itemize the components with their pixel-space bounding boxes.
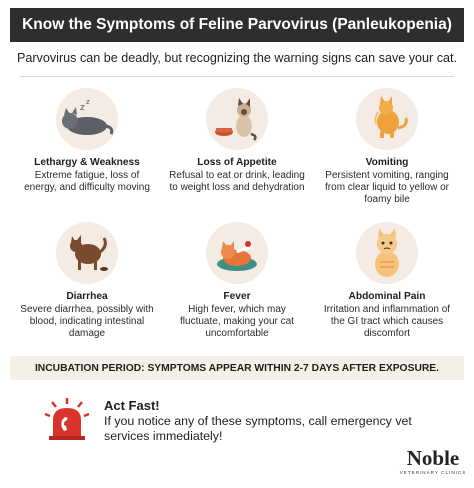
svg-text:z: z	[80, 103, 85, 113]
symptom-card-abdominal	[312, 222, 462, 340]
cat-food-bowl-icon	[206, 88, 268, 150]
symptom-description: Persistent vomiting, ranging from clear liquid to yellow or foamy bile	[325, 170, 449, 205]
symptom-description: High fever, which may fluctuate, making your cat uncomfortable	[180, 304, 294, 339]
symptom-description: Irritation and inflammation of the GI tract which causes discomfort	[323, 304, 451, 339]
symptom-card-vomiting	[312, 88, 462, 206]
symptom-title: Vomiting	[365, 157, 409, 168]
siren-phone-icon	[44, 396, 90, 445]
page-title: Know the Symptoms of Feline Parvovirus (Panleukopenia)	[22, 16, 452, 33]
noble-logo	[398, 447, 468, 475]
alert-title: Act Fast!	[104, 398, 160, 413]
symptom-title: Diarrhea	[66, 291, 108, 302]
subtitle: Parvovirus can be deadly, but recognizing the warning signs can save your cat.	[16, 51, 458, 65]
alert-text: If you notice any of these symptoms, call emergency vet services immediately!	[104, 414, 412, 443]
title-banner	[10, 8, 464, 42]
symptom-title: Fever	[223, 291, 251, 302]
symptom-card-appetite	[162, 88, 312, 194]
symptom-title: Lethargy & Weakness	[34, 157, 140, 168]
fever-cat-icon	[206, 222, 268, 284]
abdominal-pain-cat-icon	[356, 222, 418, 284]
symptom-description: Severe diarrhea, possibly with blood, indicating intestinal damage	[20, 304, 154, 339]
divider-top	[20, 76, 454, 77]
incubation-banner	[10, 356, 464, 380]
logo-name: Noble	[406, 446, 460, 470]
symptom-description: Refusal to eat or drink, leading to weight loss and dehydration	[169, 170, 305, 193]
logo-tagline: VETERINARY CLINICS	[399, 470, 467, 475]
vomiting-cat-icon	[356, 88, 418, 150]
symptom-card-diarrhea	[12, 222, 162, 340]
symptom-title: Abdominal Pain	[348, 291, 426, 302]
symptom-card-lethargy	[12, 88, 162, 194]
symptom-card-fever	[162, 222, 312, 340]
symptom-title: Loss of Appetite	[197, 157, 277, 168]
lethargic-cat-icon	[56, 88, 118, 150]
diarrhea-cat-icon	[56, 222, 118, 284]
incubation-text: INCUBATION PERIOD: SYMPTOMS APPEAR WITHIN 2-7 DAYS AFTER EXPOSURE.	[34, 362, 440, 374]
symptom-description: Extreme fatigue, loss of energy, and difficulty moving	[24, 170, 150, 193]
svg-text:z: z	[86, 98, 90, 106]
